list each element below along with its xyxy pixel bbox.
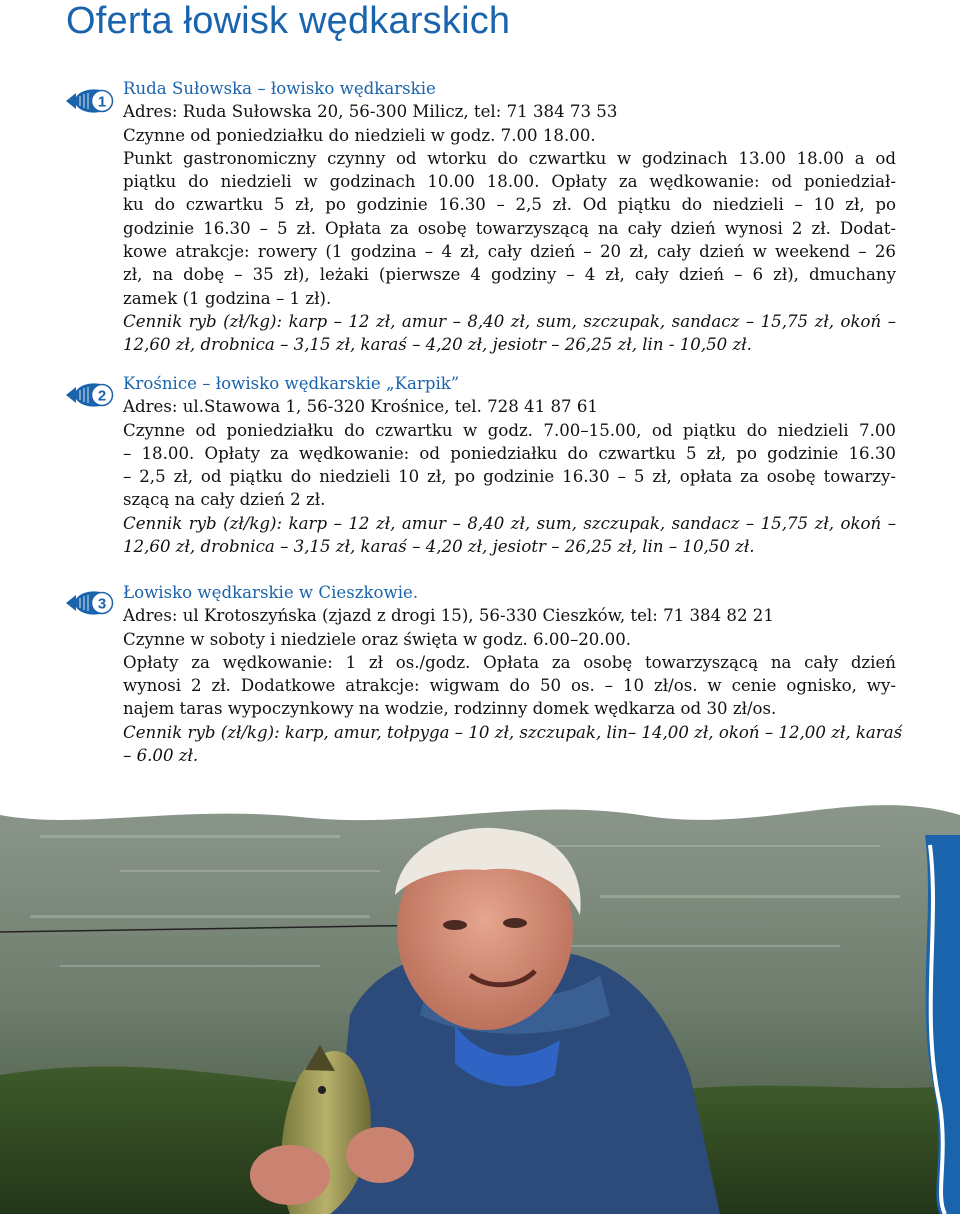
- entry-1-line: 12,60 zł, drobnica – 3,15 zł, karaś – 4,20 zł, jesiotr – 26,25 zł, lin - 10,50 zł.: [123, 335, 752, 355]
- entry-2-line: Cennik ryb (zł/kg): karp – 12 zł, amur – 8,40 zł, sum, szczupak, sandacz – 15,75 zł, okoń –: [123, 513, 896, 533]
- entry-2-line: – 18.00. Opłaty za wędkowanie: od poniedziałku do czwartku 5 zł, po godzinie 16.30: [123, 443, 896, 463]
- angler-photo: [0, 775, 960, 1214]
- entry-1-line: Ruda Sułowska – łowisko wędkarskie: [123, 79, 436, 98]
- entry-2-line: szącą na cały dzień 2 zł.: [123, 490, 326, 510]
- entry-1-line: godzinie 16.30 – 5 zł. Opłata za osobę towarzyszącą na cały dzień wynosi 2 zł. Dodat-: [123, 218, 896, 238]
- entry-2: [123, 372, 896, 558]
- entry-1-line: ku do czwartku 5 zł, po godzinie 16.30 – 2,5 zł. Od piątku do niedzieli – 10 zł, po: [123, 195, 896, 215]
- entry-2-line: – 2,5 zł, od piątku do niedzieli 10 zł, po godzinie 16.30 – 5 zł, opłata za osobę towarzy-: [123, 467, 896, 487]
- entry-3-line: Łowisko wędkarskie w Cieszkowie.: [123, 583, 419, 602]
- entry-2-line: 12,60 zł, drobnica – 3,15 zł, karaś – 4,20 zł, jesiotr – 26,25 zł, lin – 10,50 zł.: [123, 537, 755, 557]
- entry-3-line: – 6.00 zł.: [123, 746, 199, 766]
- svg-text:1: 1: [97, 93, 107, 111]
- entry-3-line: Czynne w soboty i niedziele oraz święta w godz. 6.00–20.00.: [123, 629, 632, 649]
- entry-3-line: wynosi 2 zł. Dodatkowe atrakcje: wigwam do 50 os. – 10 zł/os. w cenie ognisko, wy-: [123, 676, 896, 696]
- entry-3-line: najem taras wypoczynkowy na wodzie, rodzinny domek wędkarza od 30 zł/os.: [123, 699, 777, 719]
- page-title: Oferta łowisk wędkarskich: [66, 0, 511, 42]
- entry-2-line: Krośnice – łowisko wędkarskie „Karpik”: [123, 374, 460, 393]
- entry-1-line: zł, na dobę – 35 zł), leżaki (pierwsze 4 godziny – 4 zł, cały dzień – 6 zł), dmuchany: [123, 265, 896, 285]
- svg-text:3: 3: [97, 595, 107, 613]
- entry-3-line: Opłaty za wędkowanie: 1 zł os./godz. Opłata za osobę towarzyszącą na cały dzień: [123, 652, 896, 672]
- fish-number-icon: [64, 84, 114, 118]
- entry-1-line: Punkt gastronomiczny czynny od wtorku do czwartku w godzinach 13.00 18.00 a od: [123, 148, 896, 168]
- entry-2-line: Adres: ul.Stawowa 1, 56-320 Krośnice, tel. 728 41 87 61: [123, 397, 598, 417]
- entry-1-line: kowe atrakcje: rowery (1 godzina – 4 zł, cały dzień – 20 zł, cały dzień w weekend – 26: [123, 242, 896, 262]
- entry-3: [123, 581, 903, 767]
- entry-1: [123, 77, 896, 357]
- fish-number-icon: [64, 586, 114, 620]
- entry-1-line: Adres: Ruda Sułowska 20, 56-300 Milicz, tel: 71 384 73 53: [123, 102, 618, 122]
- entry-2-line: Czynne od poniedziałku do czwartku w godz. 7.00–15.00, od piątku do niedzieli 7.00: [123, 420, 896, 440]
- entry-3-line: Cennik ryb (zł/kg): karp, amur, tołpyga – 10 zł, szczupak, lin– 14,00 zł, okoń – 12,00 zł, karaś: [123, 722, 903, 742]
- entry-1-line: zamek (1 godzina – 1 zł).: [123, 288, 332, 308]
- angler-photo-illustration: [0, 775, 960, 1214]
- entry-1-line: piątku do niedzieli w godzinach 10.00 18.00. Opłaty za wędkowanie: od poniedział-: [123, 172, 896, 192]
- fish-number-icon: [64, 378, 114, 412]
- entry-1-line: Cennik ryb (zł/kg): karp – 12 zł, amur – 8,40 zł, sum, szczupak, sandacz – 15,75 zł, okoń –: [123, 311, 896, 331]
- svg-text:2: 2: [97, 387, 107, 405]
- entry-1-line: Czynne od poniedziałku do niedzieli w godz. 7.00 18.00.: [123, 125, 596, 145]
- entry-3-line: Adres: ul Krotoszyńska (zjazd z drogi 15), 56-330 Cieszków, tel: 71 384 82 21: [123, 606, 774, 626]
